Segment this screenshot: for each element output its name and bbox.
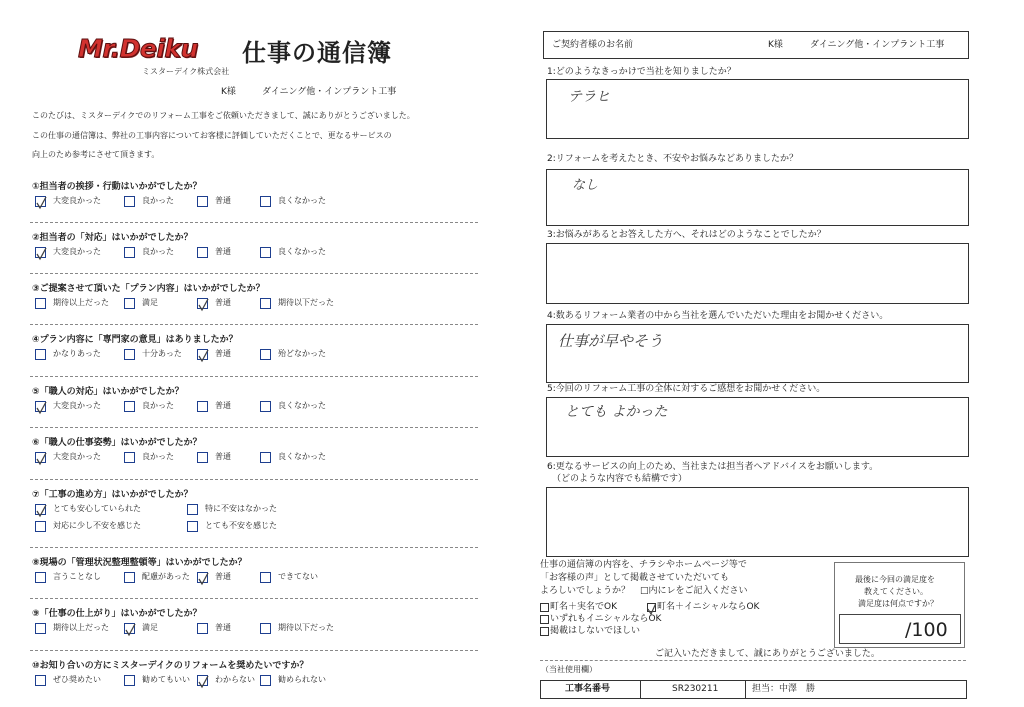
office-use-label: （当社使用欄） — [541, 665, 597, 674]
q9-option-3-checkbox[interactable] — [197, 623, 208, 634]
q9-option-2-label: 満足 — [142, 623, 158, 632]
q10-option-1-label: ぜひ奨めたい — [53, 675, 101, 684]
q8-option-2-checkbox[interactable] — [124, 572, 135, 583]
manager-name: 担当：中澤 勝 — [752, 684, 816, 694]
q5-checkmark — [36, 399, 47, 418]
question-8-label: ⑧現場の「管理状況整理整頓等」はいかがでしたか？ — [32, 558, 247, 568]
publish-option-1-checkbox[interactable] — [540, 603, 549, 612]
q2-option-3-checkbox[interactable] — [197, 247, 208, 258]
score-denominator: /100 — [905, 619, 948, 641]
intro-line-1: このたびは、ミスターデイクでのリフォーム工事をご依頼いただきまして、誠にありがとうございました。 — [32, 111, 415, 120]
publish-text-3: よろしいでしょうか？ — [540, 586, 631, 596]
open-question-6-label: 6:更なるサービスの向上のため、当社または担当者へアドバイスをお願いします。 — [547, 462, 879, 472]
question-7-label: ⑦「工事の進め方」はいかがでしたか？ — [32, 490, 193, 500]
office-divider-2 — [745, 680, 746, 699]
q3-option-1-label: 期待以上だった — [53, 298, 109, 307]
customer-name: K様 — [221, 87, 236, 97]
q10-option-2-label: 勧めてもいい — [142, 675, 190, 684]
question-3-divider — [30, 324, 478, 325]
q4-option-3-label: 普通 — [215, 349, 231, 358]
q8-checkmark — [198, 570, 209, 589]
q5-option-3-checkbox[interactable] — [197, 401, 208, 412]
q8-option-1-checkbox[interactable] — [35, 572, 46, 583]
q1-checkmark — [36, 194, 47, 213]
q3-option-3-label: 普通 — [215, 298, 231, 307]
q5-option-1-label: 大変良かった — [53, 401, 101, 410]
question-1-divider — [30, 222, 478, 223]
q2-option-3-label: 普通 — [215, 247, 231, 256]
question-6-divider — [30, 479, 478, 480]
q10-option-3-label: わからない — [215, 675, 255, 684]
q4-option-1-checkbox[interactable] — [35, 349, 46, 360]
q2-option-2-label: 良かった — [142, 247, 174, 256]
score-prompt-3: 満足度は何点ですか？ — [858, 599, 938, 608]
contractor-name-label: ご契約者様のお名前 — [552, 40, 634, 50]
contractor-work-type: ダイニング他・インプラント工事 — [810, 40, 945, 50]
intro-line-2: この仕事の通信簿は、弊社の工事内容についてお客様に評価していただくことで、更なるサービスの — [32, 131, 392, 140]
question-4-divider — [30, 376, 478, 377]
q5-option-2-checkbox[interactable] — [124, 401, 135, 412]
q9-option-4-checkbox[interactable] — [260, 623, 271, 634]
open-question-5-answer: とても よかった — [565, 404, 668, 420]
q1-option-4-label: 良くなかった — [278, 196, 326, 205]
q7-option-1-label: とても安心していられた — [53, 504, 141, 513]
q7-option-2-checkbox[interactable] — [187, 504, 198, 515]
question-9-label: ⑨「仕事の仕上がり」はいかがでしたか？ — [32, 609, 202, 619]
question-8-divider — [30, 598, 478, 599]
open-question-2-answer: なし — [572, 178, 599, 193]
q4-option-1-label: かなりあった — [53, 349, 101, 358]
q7-option-4-label: とても不安を感じた — [205, 521, 277, 530]
q2-option-1-label: 大変良かった — [53, 247, 101, 256]
publish-option-3-label: いずれもイニシャルならOK — [550, 614, 662, 624]
company-name: ミスターデイク株式会社 — [142, 67, 230, 76]
q6-option-2-label: 良かった — [142, 452, 174, 461]
q9-option-4-label: 期待以下だった — [278, 623, 334, 632]
q3-option-1-checkbox[interactable] — [35, 298, 46, 309]
work-no-label: 工事名番号 — [565, 684, 611, 694]
q3-option-4-checkbox[interactable] — [260, 298, 271, 309]
q5-option-3-label: 普通 — [215, 401, 231, 410]
publish-option-1-label: 町名＋実名でOK — [550, 602, 617, 612]
q6-option-4-checkbox[interactable] — [260, 452, 271, 463]
publish-text-2: 「お客様の声」として掲載させていただいても — [540, 573, 730, 583]
question-9-divider — [30, 650, 478, 651]
open-question-4-answer: 仕事が早やそう — [558, 332, 664, 350]
open-question-1-label: 1:どのようなきっかけで当社を知りましたか？ — [547, 67, 736, 77]
question-10-label: ⑩お知り合いの方にミスターデイクのリフォームを奨めたいですか？ — [32, 661, 309, 671]
q10-option-1-checkbox[interactable] — [35, 675, 46, 686]
q9-option-1-label: 期待以上だった — [53, 623, 109, 632]
intro-line-3: 向上のため参考にさせて頂きます。 — [32, 150, 160, 159]
q9-option-1-checkbox[interactable] — [35, 623, 46, 634]
open-question-6-sub: （どのような内容でも結構です） — [552, 474, 688, 484]
q8-option-4-label: できてない — [278, 572, 318, 581]
q6-option-1-label: 大変良かった — [53, 452, 101, 461]
q4-option-4-label: 殆どなかった — [278, 349, 326, 358]
question-7-divider — [30, 547, 478, 548]
q1-option-1-label: 大変良かった — [53, 196, 101, 205]
q10-option-2-checkbox[interactable] — [124, 675, 135, 686]
q1-option-4-checkbox[interactable] — [260, 196, 271, 207]
q1-option-3-checkbox[interactable] — [197, 196, 208, 207]
question-1-label: ①担当者の挨拶・行動はいかがでしたか？ — [32, 182, 202, 192]
work-type: ダイニング他・インプラント工事 — [262, 87, 397, 97]
open-question-1-answer: テラヒ — [568, 89, 610, 105]
q4-checkmark — [198, 347, 209, 366]
publish-option-4-label: 掲載はしないでほしい — [550, 626, 641, 636]
question-3-label: ③ご提案させて頂いた「プラン内容」はいかがでしたか？ — [32, 284, 265, 294]
publish-text-4: □内にレをご記入ください — [640, 586, 748, 596]
q2-option-2-checkbox[interactable] — [124, 247, 135, 258]
q7-checkmark — [36, 502, 47, 521]
q7-option-2-label: 特に不安はなかった — [205, 504, 277, 513]
publish-option-4-checkbox[interactable] — [540, 627, 549, 636]
q1-option-2-label: 良かった — [142, 196, 174, 205]
q2-checkmark — [36, 245, 47, 264]
open-question-5-label: 5:今回のリフォーム工事の全体に対するご感想をお聞かせください。 — [547, 384, 826, 394]
logo: Mr.Deiku — [78, 34, 198, 63]
q6-option-3-checkbox[interactable] — [197, 452, 208, 463]
question-2-divider — [30, 273, 478, 274]
work-no-value: SR230211 — [672, 684, 719, 694]
open-question-3-label: 3:お悩みがあるとお答えした方へ、それはどのようなことでしたか？ — [547, 230, 826, 240]
open-question-3-answer-box[interactable] — [546, 243, 969, 304]
q5-option-4-label: 良くなかった — [278, 401, 326, 410]
q3-checkmark — [198, 296, 209, 315]
q9-option-3-label: 普通 — [215, 623, 231, 632]
question-5-divider — [30, 427, 478, 428]
q9-checkmark — [125, 621, 136, 640]
document-title: 仕事の通信簿 — [242, 39, 392, 67]
q10-checkmark — [198, 673, 209, 692]
q8-option-3-label: 普通 — [215, 572, 231, 581]
q6-option-4-label: 良くなかった — [278, 452, 326, 461]
open-question-6-answer-box[interactable] — [546, 487, 969, 557]
q2-option-4-label: 良くなかった — [278, 247, 326, 256]
q3-option-4-label: 期待以下だった — [278, 298, 334, 307]
score-prompt-2: 教えてください。 — [864, 587, 928, 596]
office-divider-1 — [640, 680, 641, 699]
q8-option-1-label: 言うことなし — [53, 572, 101, 581]
q3-option-2-label: 満足 — [142, 298, 158, 307]
question-4-label: ④プラン内容に「専門家の意見」はありましたか？ — [32, 335, 238, 345]
q5-option-2-label: 良かった — [142, 401, 174, 410]
open-question-2-answer-box[interactable] — [546, 169, 969, 226]
q4-option-2-checkbox[interactable] — [124, 349, 135, 360]
question-5-label: ⑤「職人の対応」はいかがでしたか？ — [32, 387, 184, 397]
q4-option-4-checkbox[interactable] — [260, 349, 271, 360]
publish-text-1: 仕事の通信簿の内容を、チラシやホームページ等で — [540, 560, 747, 570]
q7-option-4-checkbox[interactable] — [187, 521, 198, 532]
q7-option-3-checkbox[interactable] — [35, 521, 46, 532]
q10-option-4-checkbox[interactable] — [260, 675, 271, 686]
q8-option-4-checkbox[interactable] — [260, 572, 271, 583]
q6-checkmark — [36, 450, 47, 469]
thanks-text: ご記入いただきまして、誠にありがとうございました。 — [655, 649, 880, 659]
q10-option-4-label: 勧められない — [278, 675, 326, 684]
score-prompt-1: 最後に今回の満足度を — [855, 575, 935, 584]
q1-option-2-checkbox[interactable] — [124, 196, 135, 207]
q1-option-3-label: 普通 — [215, 196, 231, 205]
q8-option-2-label: 配慮があった — [142, 572, 190, 581]
q6-option-3-label: 普通 — [215, 452, 231, 461]
q6-option-2-checkbox[interactable] — [124, 452, 135, 463]
q3-option-2-checkbox[interactable] — [124, 298, 135, 309]
thanks-divider — [540, 660, 966, 661]
question-2-label: ②担当者の「対応」はいかがでしたか？ — [32, 233, 193, 243]
question-6-label: ⑥「職人の仕事姿勢」はいかがでしたか？ — [32, 438, 202, 448]
q4-option-2-label: 十分あった — [142, 349, 182, 358]
publish-option-2-label: 町名＋イニシャルならOK — [657, 602, 760, 612]
contractor-customer: K様 — [768, 40, 783, 50]
publish-option-3-checkbox[interactable] — [540, 615, 549, 624]
q2-option-4-checkbox[interactable] — [260, 247, 271, 258]
q7-option-3-label: 対応に少し不安を感じた — [53, 521, 141, 530]
open-question-2-label: 2:リフォームを考えたとき、不安やお悩みなどありましたか？ — [547, 154, 798, 164]
q5-option-4-checkbox[interactable] — [260, 401, 271, 412]
open-question-4-label: 4:数あるリフォーム業者の中から当社を選んでいただいた理由をお聞かせください。 — [547, 311, 889, 321]
